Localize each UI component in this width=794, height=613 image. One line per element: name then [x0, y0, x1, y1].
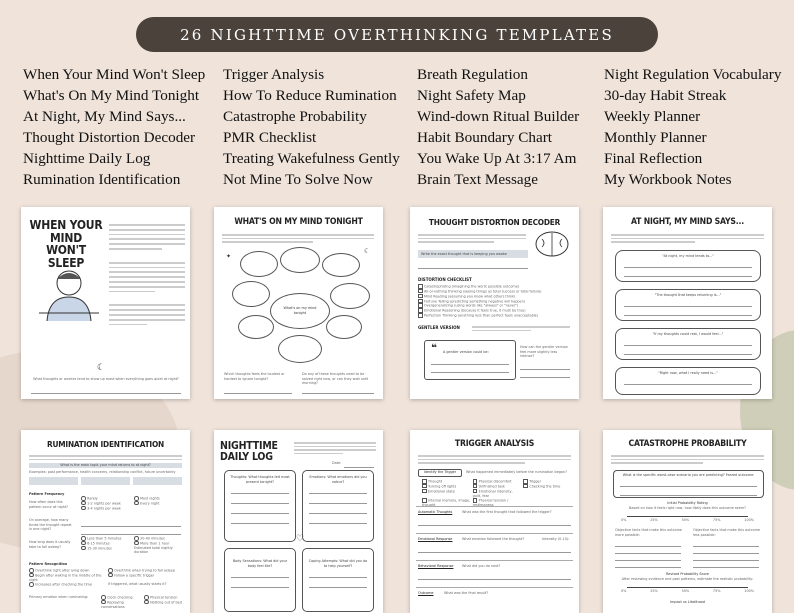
checkbox[interactable] — [418, 313, 423, 318]
step-automatic-thoughts: Automatic Thoughts What was the first thought that followed the trigger? — [416, 506, 573, 532]
template-name: Nighttime Daily Log — [23, 150, 151, 168]
facts-lines-right[interactable] — [693, 540, 759, 568]
template-name: Night Safety Map — [417, 87, 526, 105]
heart-icon: ♡ — [296, 534, 305, 544]
thought-cloud — [232, 281, 270, 307]
template-name: Rumination Identification — [23, 171, 181, 189]
facts-more-possible: Objective facts that make this outcome more possible: — [615, 528, 682, 537]
main-thought-cloud: What's on my mind tonight — [270, 293, 330, 329]
template-name: Catastrophe Probability — [223, 108, 367, 126]
step-behavioral-response: Behavioral Response What did you do next? — [416, 560, 573, 586]
question-loudest-thought: Which thoughts feels the loudest or hardest to ignore tonight? — [224, 372, 285, 381]
template-name: Not Mine To Solve Now — [223, 171, 373, 189]
checkbox[interactable] — [418, 294, 423, 299]
revised-probability-question: After reviewing evidence and past patterns, estimate the realistic probability: — [621, 577, 754, 581]
checklist-item[interactable]: Catastrophizing (imagining the worst possible outcome) — [418, 284, 568, 289]
recognition-options: Overthink right after lying down Overthink when trying to fall asleep Begin after waking in the middle of the night Follow a specific trigger Increases after checking the time If triggered, what usually starts it? — [29, 568, 175, 587]
step-outcome: Outcome What was the final result? — [416, 587, 573, 607]
answer-line — [224, 387, 292, 394]
thought-cloud — [240, 251, 278, 277]
checkbox[interactable] — [418, 289, 423, 294]
template-name: Trigger Analysis — [223, 66, 325, 83]
quote-icon: ❝ — [431, 343, 437, 354]
date-field[interactable] — [344, 461, 374, 468]
checklist-item[interactable]: Emotional Reasoning (because it feels true, it must be true) — [418, 308, 568, 313]
intro-text-placeholder — [294, 440, 376, 456]
answer-line — [302, 387, 374, 394]
thought-cloud — [330, 283, 370, 309]
impact-likelihood-label: Impact vs Likelihood — [670, 600, 705, 604]
checklist-item[interactable]: Overgeneralizing (using words like "always" or "never") — [418, 303, 568, 308]
scale-labels: 0% 25% 50% 75% 100% — [621, 518, 754, 522]
log-box-thoughts[interactable]: Thoughts: What thoughts felt most present tonight? — [224, 470, 296, 542]
field-label: Primary emotion when ruminating: — [29, 595, 89, 599]
template-name: Breath Regulation — [417, 66, 528, 83]
feared-outcome-box[interactable]: What is the specific worst-case scenario you are predicting? Feared outcome: — [613, 470, 764, 498]
step-emotional-response: Emotional Response What emotion followed the thought? Intensity (0-10): — [416, 533, 573, 559]
field-label: Pattern Frequency — [29, 492, 65, 496]
speech-bubble[interactable]: "The thought that keeps returning is..." — [615, 289, 761, 321]
template-name: Weekly Planner — [604, 108, 701, 126]
template-name: My Workbook Notes — [604, 171, 732, 189]
checkbox[interactable] — [418, 303, 423, 308]
thought-cloud — [326, 315, 362, 339]
trigger-options: Thought Physical discomfort Trigger Turning off lights Unfinished task Checking the time Emotional state Emotional intensity, guilt, fear Internal memory, image, thought Physical tension / restlessness — [422, 479, 561, 507]
checklist-title: DISTORTION CHECKLIST — [418, 277, 472, 282]
thought-cloud — [238, 315, 274, 339]
field-label: How long does it usually take to fall asleep? — [29, 540, 71, 549]
preview-page-rumination-identification — [21, 430, 190, 613]
preview-page-whats-on-my-mind — [214, 207, 383, 399]
section-header: What is the main topic your mind returns to at night? — [29, 463, 182, 468]
gentler-text-placeholder — [472, 324, 570, 333]
page-title: WHAT'S ON MY MIND TONIGHT — [234, 217, 363, 227]
page-title: AT NIGHT, MY MIND SAYS... — [631, 217, 744, 227]
topic-input[interactable] — [81, 477, 130, 485]
facts-less-possible: Objective facts that make this outcome less possible: — [693, 528, 760, 537]
thought-cloud — [280, 247, 320, 273]
log-box-emotions[interactable]: Emotions: What emotions did you notice? — [302, 470, 374, 542]
template-list-col-1 — [23, 64, 205, 191]
brain-icon — [532, 229, 572, 261]
page-title: WHEN YOUR MIND WON'T SLEEP — [29, 218, 103, 270]
template-name: You Wake Up At 3:17 Am — [417, 150, 577, 168]
template-name: Night Regulation Vocabulary — [604, 66, 782, 83]
initial-probability-label: Initial Probability Rating — [667, 501, 708, 505]
page-title: CATASTROPHE PROBABILITY — [628, 439, 747, 449]
intro-text-placeholder — [418, 453, 571, 466]
step-label: Identify the Trigger — [418, 469, 462, 477]
template-name: Final Reflection — [604, 150, 703, 168]
moon-icon: ☾ — [97, 363, 106, 373]
moon-icon: ☾ — [364, 247, 371, 255]
gentler-side-question: How can the gentler version feel more slightly less intense? — [520, 345, 568, 359]
template-list-col-3 — [417, 64, 579, 191]
preview-page-nighttime-daily-log — [214, 430, 383, 613]
intro-text-placeholder — [418, 232, 526, 245]
revised-probability-label: Revised Probability Score — [666, 572, 709, 576]
topic-boxes — [29, 477, 182, 485]
field-label: How often does this pattern occur at night? — [29, 500, 68, 509]
sleepy-person-illustration — [35, 265, 103, 321]
checklist-item[interactable]: Perfection Thinking (anything less than perfect feels unacceptable) — [418, 313, 568, 318]
date-label: Date: — [332, 461, 342, 465]
page-title: NIGHTTIME DAILY LOG — [220, 440, 278, 463]
log-box-body-sensations[interactable]: Body Sensations: What did your body feel like? — [224, 548, 296, 612]
template-name: How To Reduce Rumination — [223, 87, 397, 105]
log-box-coping-attempts[interactable]: Coping Attempts: What did you do to help yourself? — [302, 548, 374, 612]
template-name: Treating Wakefulness Gently — [223, 150, 400, 168]
topic-examples: Examples: past performance, health concerns, relationship conflict, future uncertainty — [29, 470, 176, 474]
topic-input[interactable] — [133, 477, 182, 485]
checklist-item[interactable]: All-or-nothing thinking (seeing things as total success or total failure) — [418, 289, 568, 294]
answer-line — [418, 262, 528, 269]
step-question: What happened immediately before the rumination began? — [466, 470, 567, 474]
checkbox[interactable] — [418, 284, 423, 289]
checklist-item[interactable]: Fortune Telling (predicting something negative will happen) — [418, 299, 568, 304]
footer-question: What thoughts or worries tend to show up most when everything goes quiet at night? — [33, 377, 179, 381]
preview-page-when-your-mind-wont-sleep — [21, 207, 190, 399]
speech-bubble[interactable]: "At night, my mind tends to..." — [615, 250, 761, 282]
exact-thought-prompt: Write the exact thought that is keeping you awake — [418, 250, 528, 258]
gentler-version-box[interactable]: ❝ A gentler version could be: — [424, 340, 516, 380]
speech-bubble[interactable]: "Right now, what I really need is..." — [615, 367, 761, 395]
field-label: Pattern Recognition — [29, 562, 68, 566]
star-icon: ✦ — [226, 253, 232, 260]
speech-bubble[interactable]: "If my thoughts could rest, I would feel..." — [615, 328, 761, 360]
duration-options: Less than 5 minutes 20-40 minutes 6-15 minutes More than 1 hour 15-30 minutes Estimated total nightly duration — [81, 536, 185, 555]
template-name: What's On My Mind Tonight — [23, 87, 200, 105]
thought-cloud — [322, 253, 360, 277]
topic-input[interactable] — [29, 477, 78, 485]
intro-text-placeholder — [611, 232, 764, 245]
template-name: Wind-down Ritual Builder — [417, 108, 580, 126]
initial-probability-scale[interactable] — [627, 516, 748, 517]
frequency-options: Rarely Most nights 1-2 nights per week Every night 3-4 nights per week — [81, 496, 185, 511]
trigger-options: Clock checking Physical tension Replaying conversations Nothing out of bed — [101, 595, 182, 609]
intro-text-placeholder — [29, 453, 182, 462]
template-name: When Your Mind Won't Sleep — [23, 66, 206, 83]
template-name: 30-day Habit Streak — [604, 87, 727, 105]
template-list-col-2 — [223, 64, 400, 191]
checkbox[interactable] — [418, 308, 423, 313]
answer-line — [31, 387, 181, 394]
analysis-steps — [416, 506, 573, 606]
template-list-col-4 — [604, 64, 781, 191]
intro-text-placeholder — [222, 232, 374, 245]
preview-page-catastrophe-probability — [603, 430, 772, 613]
template-name: PMR Checklist — [223, 129, 317, 147]
template-name: Thought Distortion Decoder — [23, 129, 196, 147]
template-name: Monthly Planner — [604, 129, 707, 147]
template-name: Habit Boundary Chart — [417, 129, 552, 147]
preview-page-trigger-analysis — [410, 430, 579, 613]
distortion-checklist — [418, 284, 568, 318]
checkbox[interactable] — [418, 299, 423, 304]
thought-cloud — [278, 335, 322, 363]
preview-page-thought-distortion-decoder — [410, 207, 579, 399]
facts-lines-left[interactable] — [615, 540, 681, 568]
preview-page-at-night-my-mind-says — [603, 207, 772, 399]
field-label: On average, how many times the thought repeat in one night? — [29, 518, 72, 532]
initial-probability-question: Based on how it feels right now, how likely does this outcome seem? — [629, 506, 746, 510]
page-title: RUMINATION IDENTIFICATION — [47, 439, 164, 449]
gentler-version-title: GENTLER VERSION — [418, 325, 460, 330]
template-name: Brain Text Message — [417, 171, 538, 189]
body-text-placeholder — [109, 221, 185, 371]
question-wait-until-morning: Do any of these thoughts need to be solved right now, or can they wait until morning? — [302, 372, 369, 386]
scale-labels: 0% 25% 50% 75% 100% — [621, 589, 754, 593]
checklist-item[interactable]: Mind Reading (assuming you know what others think) — [418, 294, 568, 299]
template-name: At Night, My Mind Says... — [23, 108, 186, 126]
banner-title: 26 NIGHTTIME OVERTHINKING TEMPLATES — [136, 17, 658, 52]
intro-text-placeholder — [611, 453, 764, 466]
revised-probability-scale[interactable] — [627, 587, 748, 588]
page-title: TRIGGER ANALYSIS — [454, 439, 535, 449]
page-title: THOUGHT DISTORTION DECODER — [428, 217, 561, 227]
